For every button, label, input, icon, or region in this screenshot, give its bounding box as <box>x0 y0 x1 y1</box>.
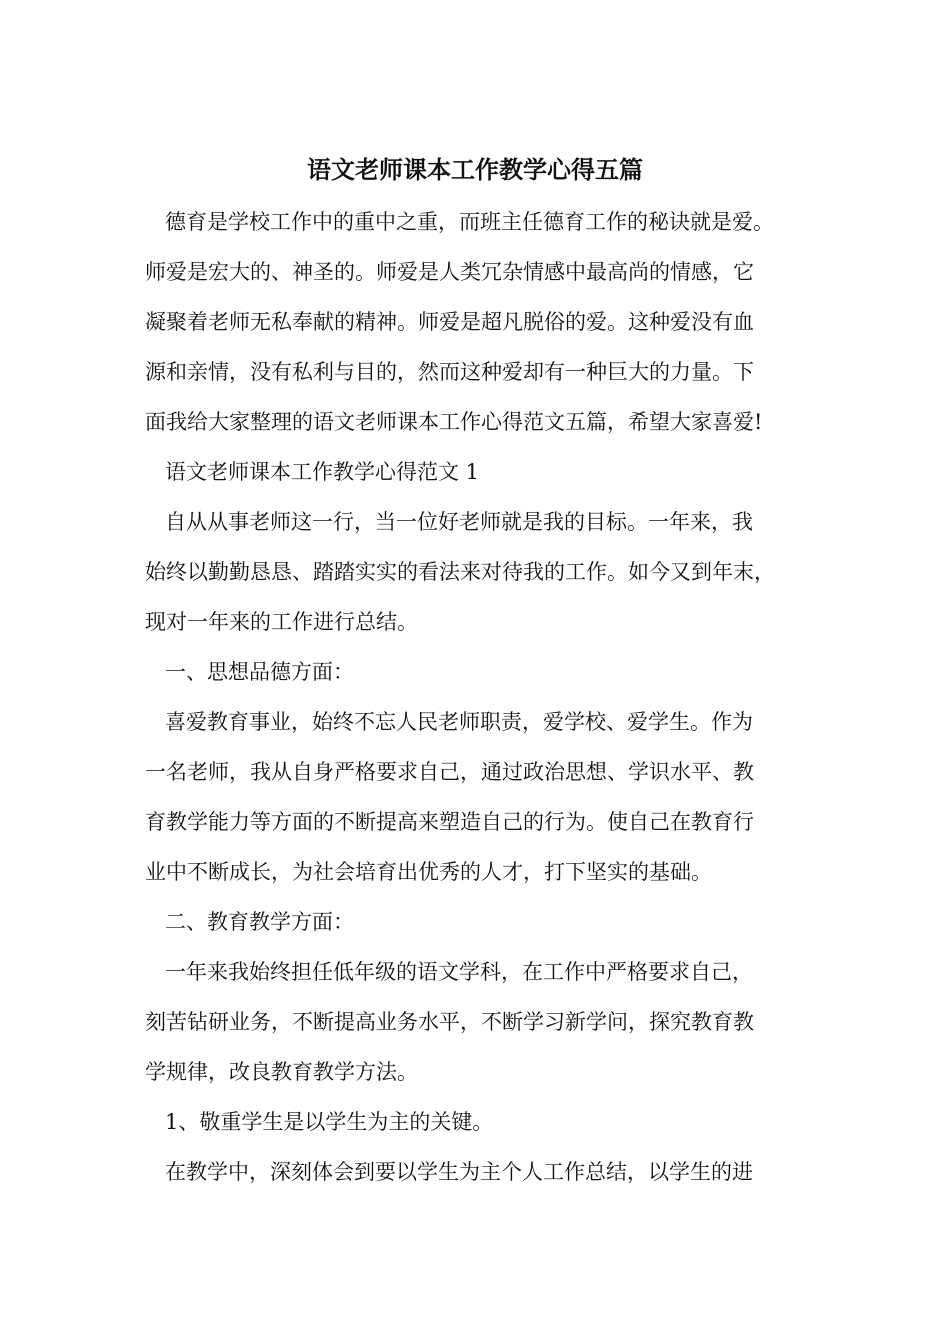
paragraph-line: 师爱是宏大的、神圣的。师爱是人类冗杂情感中最高尚的情感，它 <box>145 260 754 284</box>
document-title: 语文老师课本工作教学心得五篇 <box>307 156 643 184</box>
paragraph-line: 一名老师，我从自身严格要求自己，通过政治思想、学识水平、教 <box>145 760 754 784</box>
paragraph-line: 喜爱教育事业，始终不忘人民老师职责，爱学校、爱学生。作为 <box>165 710 753 734</box>
paragraph-line: 自从从事老师这一行，当一位好老师就是我的目标。一年来，我 <box>165 510 753 534</box>
paragraph-line: 业中不断成长，为社会培育出优秀的人才，打下坚实的基础。 <box>145 860 712 884</box>
paragraph-line: 源和亲情，没有私利与目的，然而这种爱却有一种巨大的力量。下 <box>145 360 754 384</box>
section-heading: 一、思想品德方面： <box>165 660 354 684</box>
paragraph-line: 在教学中，深刻体会到要以学生为主个人工作总结，以学生的进 <box>165 1160 753 1184</box>
paragraph-line: 德育是学校工作中的重中之重，而班主任德育工作的秘诀就是爱。 <box>165 210 774 234</box>
paragraph-line: 育教学能力等方面的不断提高来塑造自己的行为。使自己在教育行 <box>145 810 754 834</box>
paragraph-line: 面我给大家整理的语文老师课本工作心得范文五篇，希望大家喜爱! <box>145 410 763 434</box>
paragraph-line: 现对一年来的工作进行总结。 <box>145 610 418 634</box>
list-item-heading: 1、敬重学生是以学生为主的关键。 <box>165 1110 494 1134</box>
paragraph-line: 凝聚着老师无私奉献的精神。师爱是超凡脱俗的爱。这种爱没有血 <box>145 310 754 334</box>
section-heading: 语文老师课本工作教学心得范文 1 <box>165 460 480 484</box>
paragraph-line: 刻苦钻研业务，不断提高业务水平，不断学习新学问，探究教育教 <box>145 1010 754 1034</box>
section-heading: 二、教育教学方面： <box>165 910 354 934</box>
paragraph-line: 学规律，改良教育教学方法。 <box>145 1060 418 1084</box>
paragraph-line: 始终以勤勤恳恳、踏踏实实的看法来对待我的工作。如今又到年末， <box>145 560 775 584</box>
paragraph-line: 一年来我始终担任低年级的语文学科，在工作中严格要求自己， <box>165 960 753 984</box>
